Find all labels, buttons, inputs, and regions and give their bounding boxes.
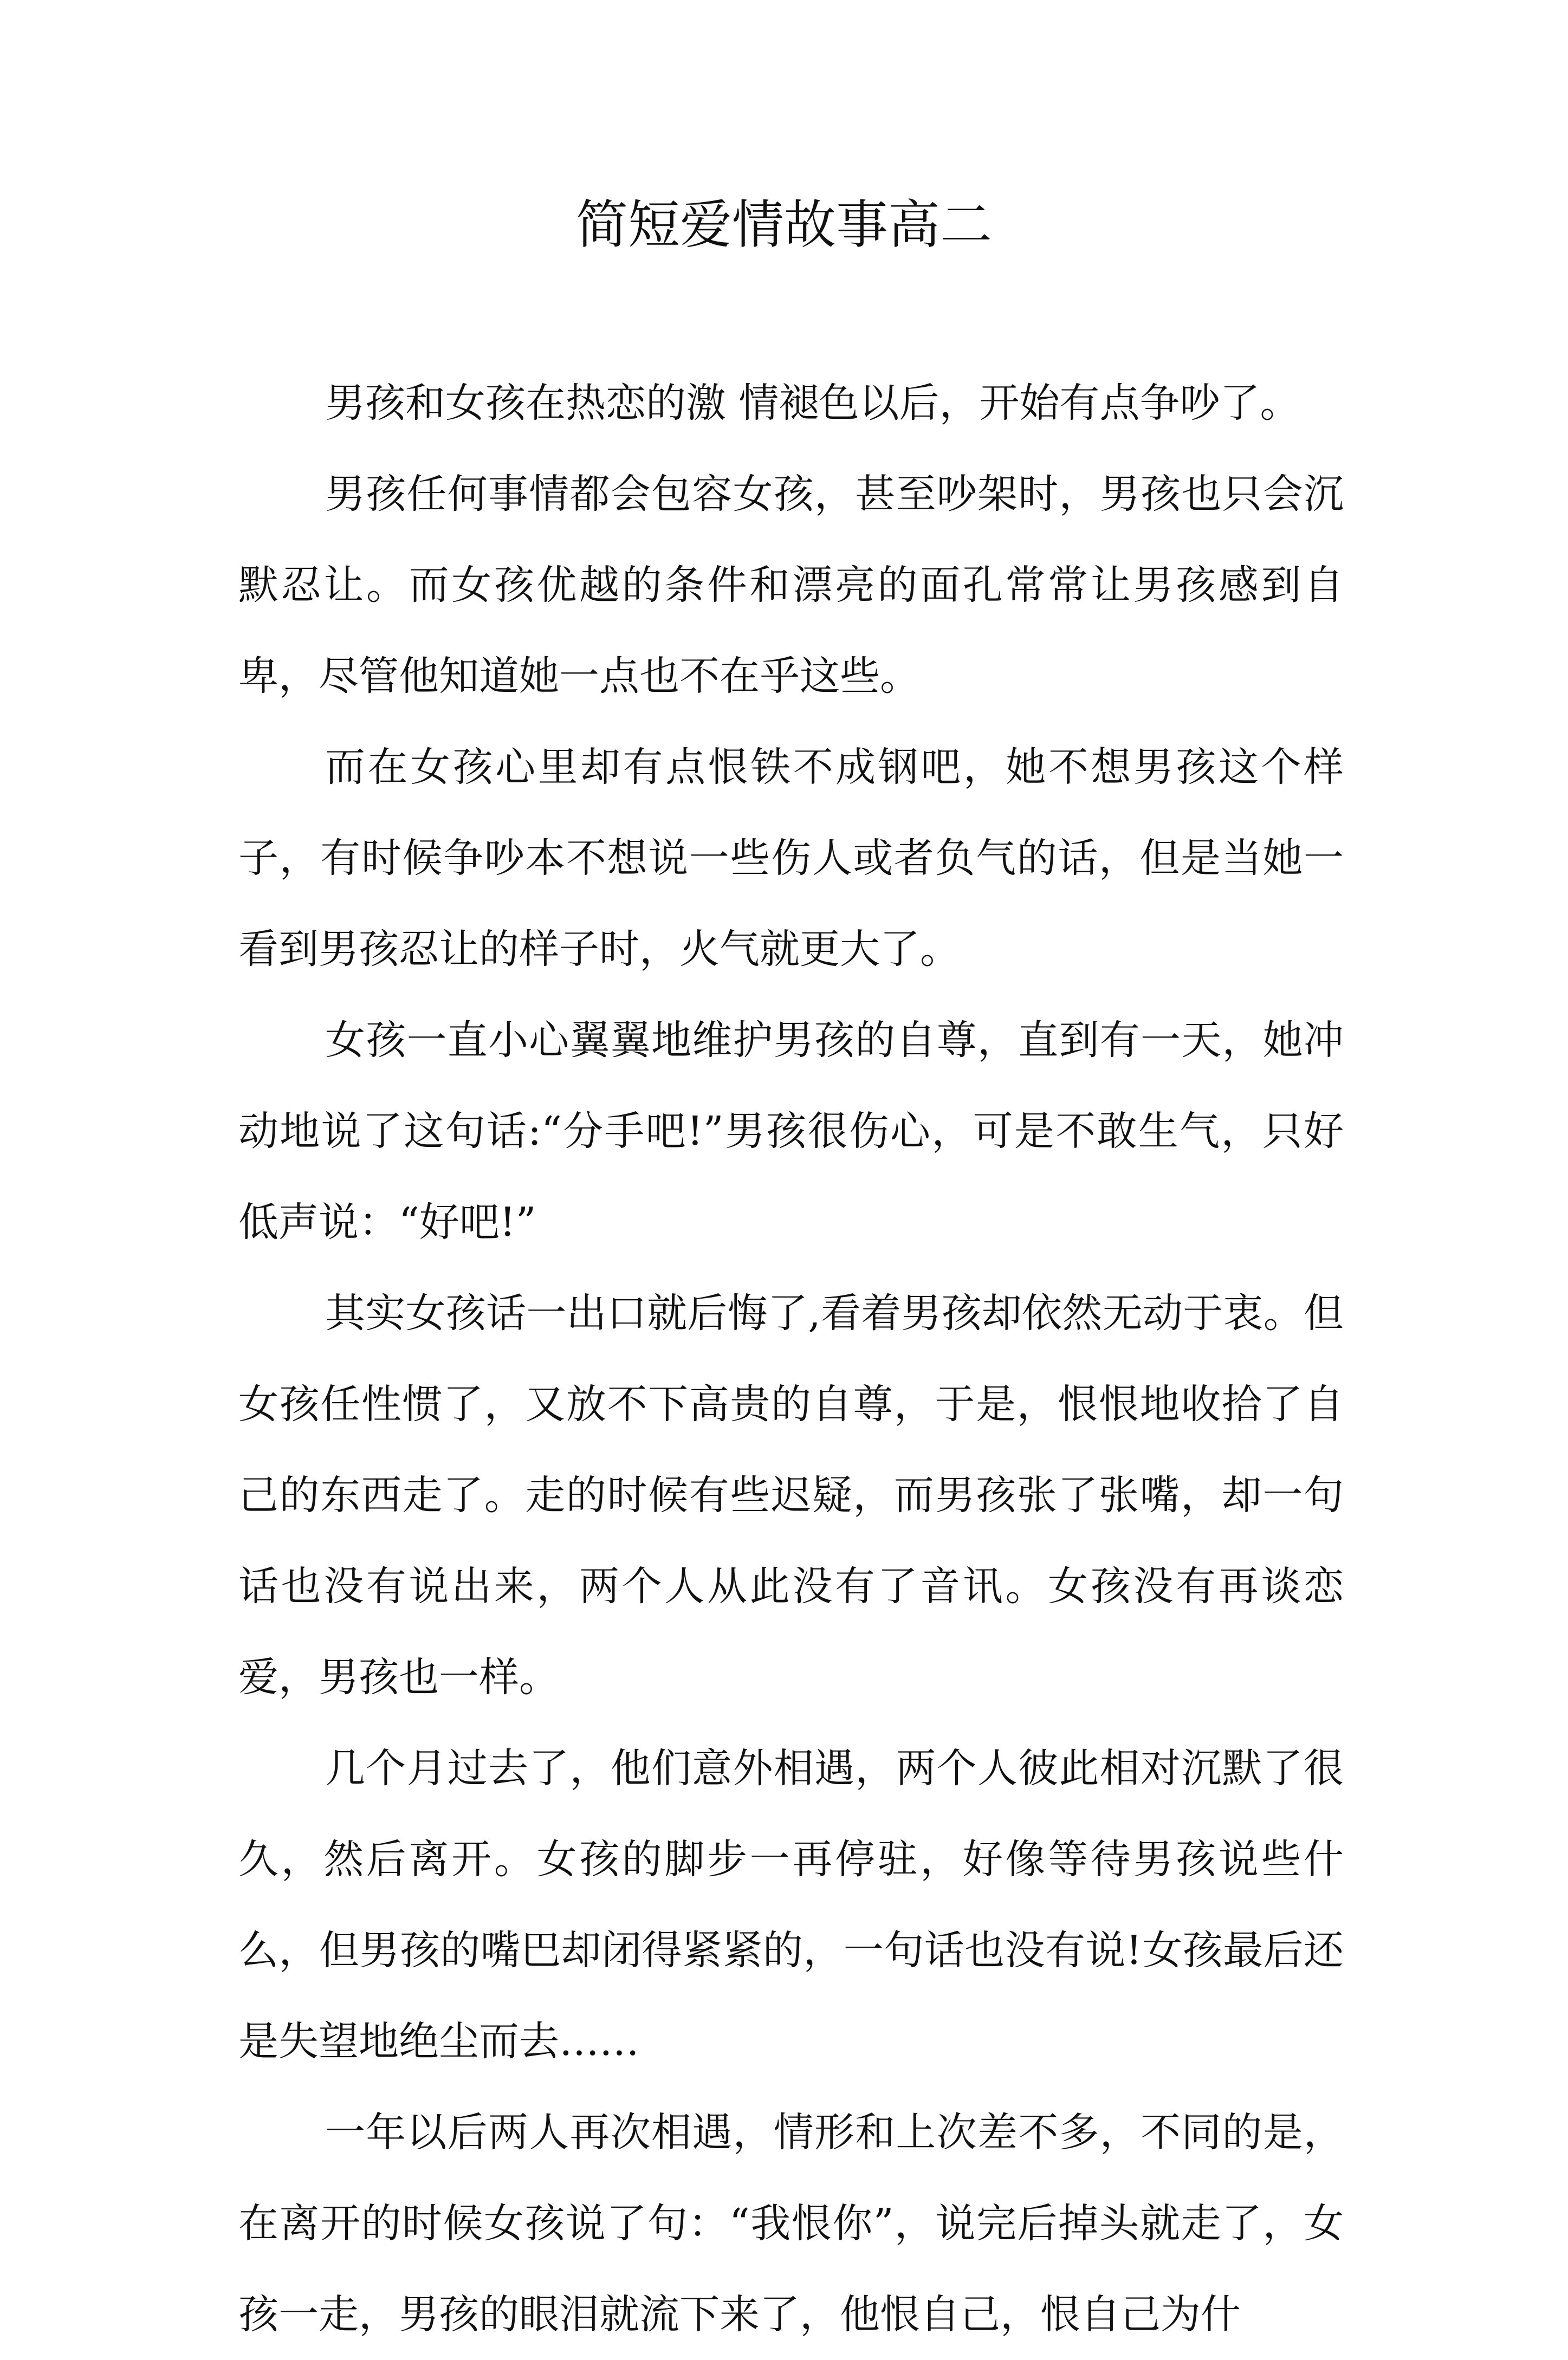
paragraph-2: 男孩任何事情都会包容女孩，甚至吵架时，男孩也只会沉默忍让。而女孩优越的条件和漂亮的面孔常常让男孩感到自卑，尽管他知道她一点也不在乎这些。 — [238, 471, 1344, 699]
paragraph-1: 男孩和女孩在热恋的激 情褪色以后，开始有点争吵了。 — [325, 380, 1300, 426]
paragraph-4: 女孩一直小心翼翼地维护男孩的自尊，直到有一天，她冲动地说了这句话:“分手吧!”男孩很伤心，可是不敢生气，只好低声说：“好吧!” — [238, 1017, 1344, 1246]
document-title: 简短爱情故事高二 — [576, 194, 992, 255]
document-body — [238, 358, 1344, 2360]
paragraph-6: 几个月过去了，他们意外相遇，两个人彼此相对沉默了很久，然后离开。女孩的脚步一再停驻，好像等待男孩说些什么，但男孩的嘴巴却闭得紧紧的，一句话也没有说!女孩最后还是失望地绝尘而去…… — [238, 1745, 1344, 2065]
paragraph-3: 而在女孩心里却有点恨铁不成钢吧，她不想男孩这个样子，有时候争吵本不想说一些伤人或者负气的话，但是当她一看到男孩忍让的样子时，火气就更大了。 — [238, 744, 1344, 972]
paragraph-7: 一年以后两人再次相遇，情形和上次差不多，不同的是，在离开的时候女孩说了句：“我恨你”，说完后掉头就走了，女孩一走，男孩的眼泪就流下来了，他恨自己，恨自己为什 — [238, 2109, 1344, 2338]
paragraph-5: 其实女孩话一出口就后悔了,看着男孩却依然无动于衷。但女孩任性惯了，又放不下高贵的自尊，于是，恨恨地收拾了自己的东西走了。走的时候有些迟疑，而男孩张了张嘴，却一句话也没有说出来，两个人从此没有了音讯。女孩没有再谈恋爱，男孩也一样。 — [238, 1290, 1344, 1701]
